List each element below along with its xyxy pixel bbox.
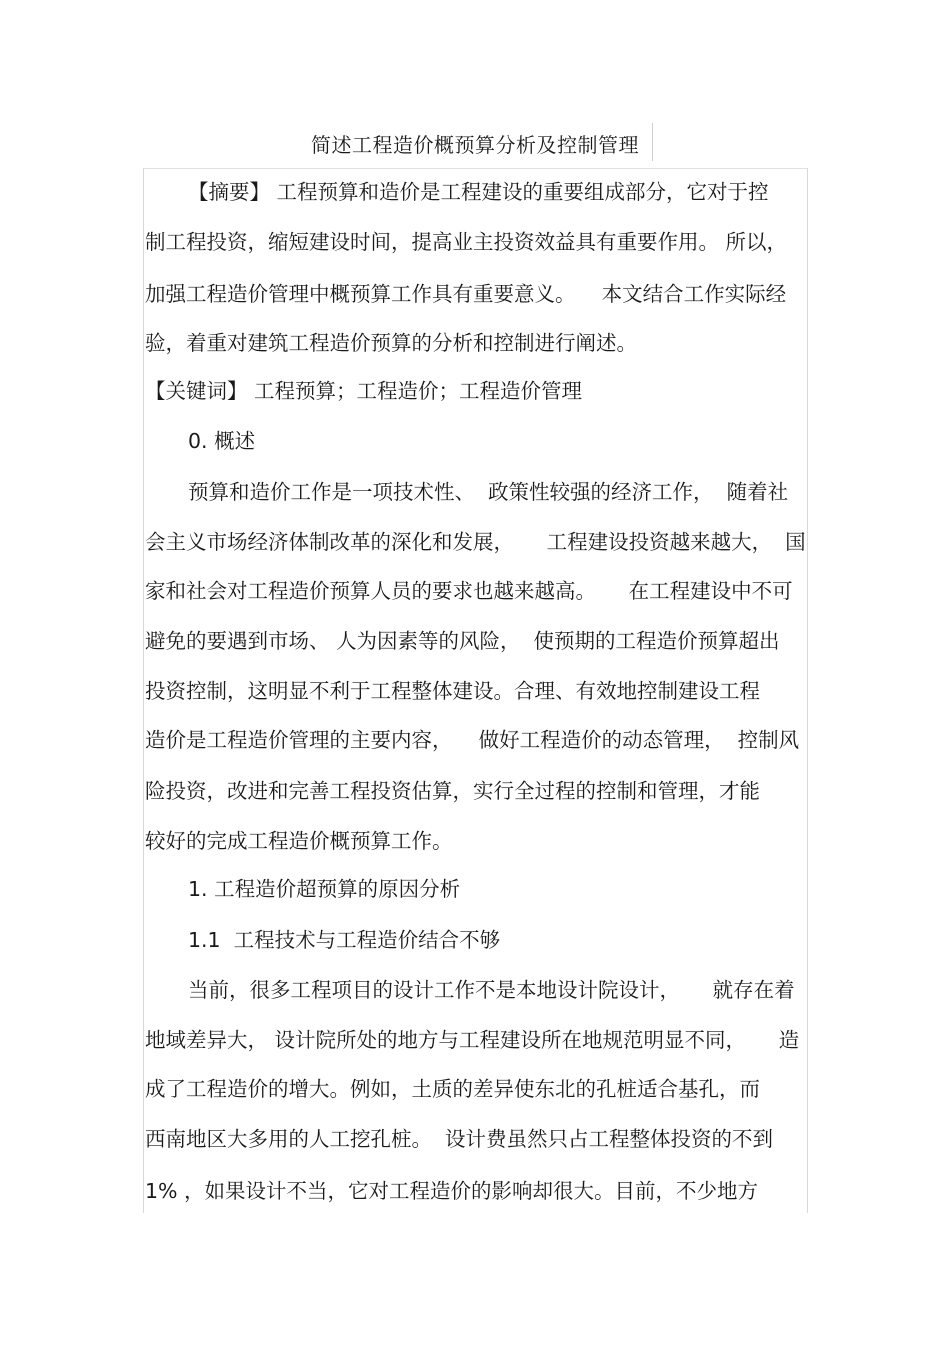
section-heading: 1. 工程造价超预算的原因分析 xyxy=(188,877,461,901)
paragraph-line: 1% ，如果设计不当，它对工程造价的影响却很大。目前，不少地方 xyxy=(145,1179,759,1203)
paragraph-line: 成了工程造价的增大。例如，土质的差异使东北的孔桩适合基孔，而 xyxy=(145,1077,760,1101)
paragraph-line: 造价是工程造价管理的主要内容， 做好工程造价的动态管理， 控制风 xyxy=(145,728,800,752)
paragraph-line: 较好的完成工程造价概预算工作。 xyxy=(145,829,453,853)
subsection-heading: 1.1 工程技术与工程造价结合不够 xyxy=(188,928,501,952)
abstract-line: 【摘要】 工程预算和造价是工程建设的重要组成部分，它对于控 xyxy=(188,180,769,204)
paragraph-line: 避免的要遇到市场、 人为因素等的风险， 使预期的工程造价预算超出 xyxy=(145,629,780,653)
paragraph-line: 当前，很多工程项目的设计工作不是本地设计院设计， 就存在着 xyxy=(188,978,795,1002)
page-frame-top-border xyxy=(143,168,807,169)
paragraph-line: 地域差异大， 设计院所处的地方与工程建设所在地规范明显不同， 造 xyxy=(145,1028,800,1052)
paragraph-line: 会主义市场经济体制改革的深化和发展， 工程建设投资越来越大， 国 xyxy=(145,530,806,554)
paragraph-line: 家和社会对工程造价预算人员的要求也越来越高。 在工程建设中不可 xyxy=(145,579,793,603)
abstract-line: 验，着重对建筑工程造价预算的分析和控制进行阐述。 xyxy=(145,331,637,355)
paragraph-line: 险投资，改进和完善工程投资估算，实行全过程的控制和管理，才能 xyxy=(145,779,760,803)
document-title: 简述工程造价概预算分析及控制管理 xyxy=(311,133,639,157)
page-frame-left-border xyxy=(143,168,144,1213)
paragraph-line: 西南地区大多用的人工挖孔桩。 设计费虽然只占工程整体投资的不到 xyxy=(145,1127,774,1151)
paragraph-line: 投资控制，这明显不利于工程整体建设。合理、有效地控制建设工程 xyxy=(145,679,760,703)
abstract-line: 制工程投资，缩短建设时间，提高业主投资效益具有重要作用。 所以， xyxy=(145,230,788,254)
page-frame-right-border xyxy=(807,168,808,1213)
abstract-line: 加强工程造价管理中概预算工作具有重要意义。 本文结合工作实际经 xyxy=(145,282,787,306)
section-heading: 0. 概述 xyxy=(188,429,256,453)
paragraph-line: 预算和造价工作是一项技术性、 政策性较强的经济工作， 随着社 xyxy=(188,480,789,504)
keywords-line: 【关键词】 工程预算；工程造价；工程造价管理 xyxy=(145,379,583,403)
